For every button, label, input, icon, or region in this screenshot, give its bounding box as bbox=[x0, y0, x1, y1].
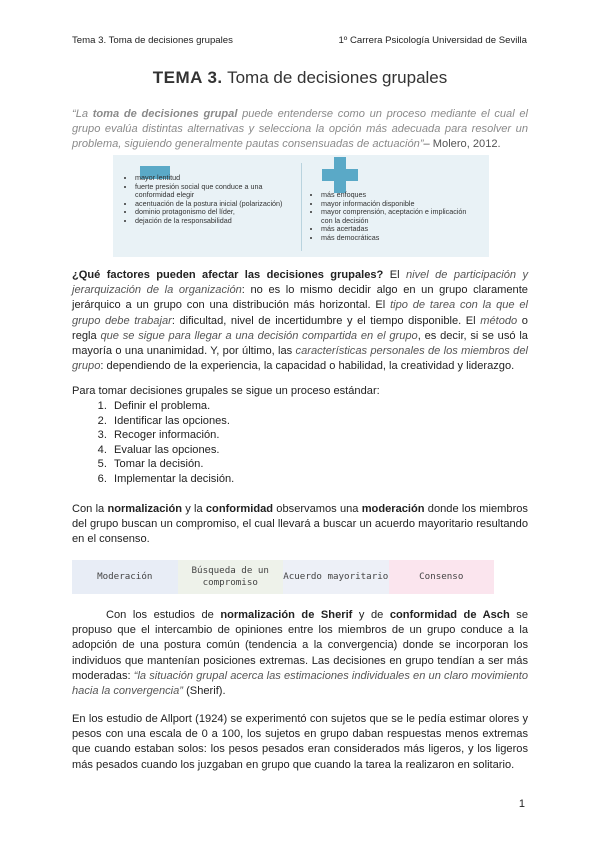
flow-step-consenso: Consenso bbox=[389, 560, 495, 594]
cons-item: • acentuación de la postura inicial (polarización) bbox=[135, 200, 295, 209]
cons-item: • dominio protagonismo del líder, bbox=[135, 208, 295, 217]
emphasis: nivel de participación y jerarquización de la organización bbox=[72, 269, 529, 297]
page-number: 1 bbox=[518, 798, 525, 810]
quote-open: “La bbox=[72, 108, 93, 120]
emphasis: método bbox=[480, 314, 518, 327]
list-item: 2. Identificar las opciones. bbox=[110, 414, 234, 429]
sherif-quote: “la situación grupal acerca las estimaciones individuales en un claro movimiento hacia la convergencia” bbox=[72, 669, 528, 698]
pros-item: • mayor comprensión, aceptación e implicación con la decisión bbox=[321, 208, 476, 225]
text-run: Con la bbox=[72, 503, 108, 515]
pros-item: • mayor información disponible bbox=[321, 200, 476, 209]
list-item: 4. Evaluar las opciones. bbox=[110, 443, 234, 458]
bold-term: moderación bbox=[361, 503, 425, 515]
text-run: donde los miembros del grupo buscan un compromiso, el cual llevará a buscar un acuerdo mayoritario resultando en el consenso. bbox=[72, 503, 528, 546]
emphasis: tipo de tarea con la que el grupo debe trabajar bbox=[72, 299, 529, 327]
process-flow bbox=[72, 560, 494, 594]
text-run: y de bbox=[352, 609, 390, 621]
pros-cons-figure bbox=[113, 155, 489, 257]
emphasis: que se sigue para llegar a una decisión compartida en el grupo bbox=[100, 329, 418, 342]
factors-question: ¿Qué factores pueden afectar las decisiones grupales? bbox=[72, 269, 384, 281]
text-run: (Sherif). bbox=[183, 685, 226, 698]
text-run: se propuso que el intercambio de opiniones entre los miembros de un grupo conduce a la adopción de una postura común (tendencia a la convergencia) donde se incorporan los individuos que mantenían posiciones extremas. Las decisiones en grupo tendían a ser más moderadas: bbox=[72, 609, 528, 682]
flow-step-compromiso: Búsqueda de un compromiso bbox=[178, 560, 284, 594]
text-run: : dependiendo de la experiencia, la capacidad o habilidad, la creatividad y liderazgo. bbox=[100, 360, 515, 373]
text-run: observamos una bbox=[273, 503, 362, 515]
text-run: : no es lo mismo decidir algo en un grupo claramente jerárquico a un grupo con una distribución más horizontal. El bbox=[72, 284, 528, 312]
emphasis: características personales de los miembros del grupo bbox=[72, 345, 528, 373]
list-item: 1. Definir el problema. bbox=[110, 399, 234, 414]
cons-item: • dejación de la responsabilidad bbox=[135, 217, 295, 226]
quote-bold: toma de decisiones grupal bbox=[92, 108, 238, 120]
bold-term: conformidad bbox=[205, 503, 274, 515]
bold-term: normalización de Sherif bbox=[220, 609, 353, 621]
factors-paragraph bbox=[72, 268, 528, 374]
text-run: , es decir, si se usó la mayoría o una unanimidad. Y, por último, las bbox=[72, 329, 528, 358]
list-item: 6. Implementar la decisión. bbox=[110, 472, 234, 487]
quote-source: – Molero, 2012. bbox=[423, 138, 501, 150]
header-right: 1º Carrera Psicología Universidad de Sevilla bbox=[338, 35, 527, 46]
page-title bbox=[0, 68, 600, 88]
pros-item: • más democráticas bbox=[321, 234, 476, 243]
header-left: Tema 3. Toma de decisiones grupales bbox=[72, 35, 233, 46]
list-item: 3. Recoger información. bbox=[110, 428, 234, 443]
text-run: : dificultad, nivel de incertidumbre y el tiempo disponible. El bbox=[171, 314, 481, 327]
flow-step-acuerdo: Acuerdo mayoritario bbox=[283, 560, 389, 594]
pros-item: • más acertadas bbox=[321, 225, 476, 234]
flow-step-moderacion: Moderación bbox=[72, 560, 178, 594]
pros-list bbox=[311, 191, 476, 243]
title-rest: Toma de decisiones grupales bbox=[222, 68, 448, 87]
list-item: 5. Tomar la decisión. bbox=[110, 457, 234, 472]
process-intro: Para tomar decisiones grupales se sigue un proceso estándar: bbox=[72, 385, 380, 397]
text-run: Con los estudios de bbox=[106, 609, 221, 621]
definition-quote bbox=[72, 107, 528, 152]
allport-paragraph: En los estudio de Allport (1924) se experimentó con sujetos que se le pedía estimar olores y pesos con una escala de 0 a 100, los sujetos en grupo daban respuestas menos extremas que cuando estaban solos: los pesos pesados eran considerados más ligeros, y los ligeros más pesados cuando los juzgaban en grupo que cuando la tarea la realizaron en solitario. bbox=[72, 713, 528, 771]
text-run: y la bbox=[182, 503, 206, 515]
pros-item: • más enfoques bbox=[321, 191, 476, 200]
text-run: o regla bbox=[72, 314, 528, 342]
plus-icon-bar bbox=[322, 169, 358, 181]
cons-item: • mayor lentitud bbox=[135, 174, 295, 183]
sherif-asch-paragraph bbox=[72, 608, 528, 699]
bold-term: conformidad de Asch bbox=[389, 609, 510, 621]
figure-divider bbox=[301, 163, 302, 251]
normalization-paragraph bbox=[72, 502, 528, 548]
process-steps bbox=[90, 399, 234, 487]
cons-list bbox=[125, 174, 295, 226]
title-bold: TEMA 3. bbox=[152, 68, 223, 87]
quote-text: puede entenderse como un proceso mediante el cual el grupo evalúa distintas alternativas y selecciona la opción más adecuada para resolver un problema, siguiendo generalmente pautas consensuadas de actuación” bbox=[72, 108, 528, 150]
cons-item: • fuerte presión social que conduce a una conformidad elegir bbox=[135, 183, 295, 200]
bold-term: normalización bbox=[107, 503, 183, 515]
text-run: El bbox=[383, 269, 406, 281]
